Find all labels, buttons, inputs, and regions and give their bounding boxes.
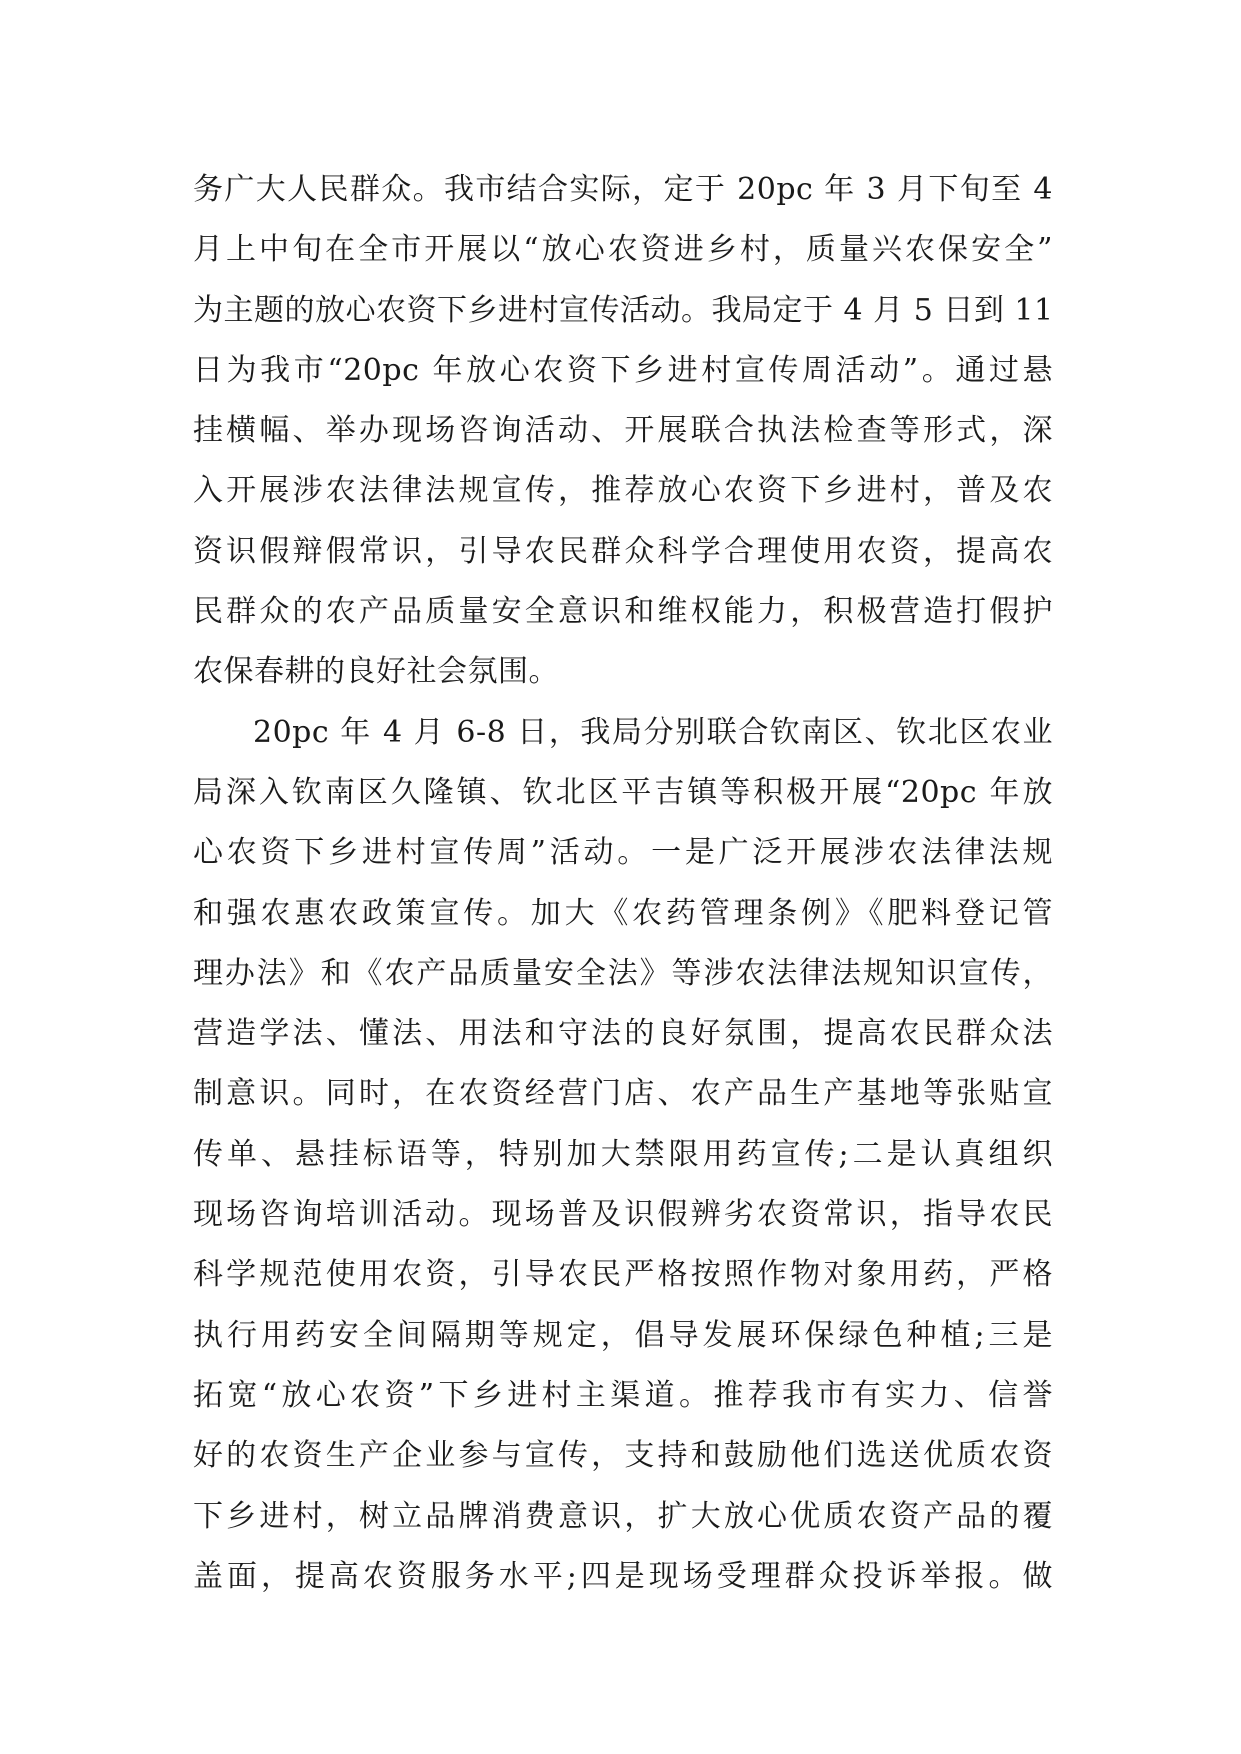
paragraph-line: 理办法》和《农产品质量安全法》等涉农法律法规知识宣传， <box>193 955 1053 991</box>
paragraph-line: 资识假辩假常识，引导农民群众科学合理使用农资，提高农 <box>193 533 1053 569</box>
document-body <box>193 160 1053 1607</box>
paragraph-line: 入开展涉农法律法规宣传，推荐放心农资下乡进村，普及农 <box>193 473 1053 509</box>
paragraph-line: 心农资下乡进村宣传周”活动。一是广泛开展涉农法律法规 <box>193 835 1053 871</box>
paragraph-line: 传单、悬挂标语等，特别加大禁限用药宣传;二是认真组织 <box>193 1136 1053 1172</box>
paragraph-line: 科学规范使用农资，引导农民严格按照作物对象用药，严格 <box>193 1257 1053 1293</box>
paragraph-line: 务广大人民群众。我市结合实际，定于 20pc 年 3 月下旬至 4 <box>193 172 1053 207</box>
paragraph-line: 下乡进村，树立品牌消费意识，扩大放心优质农资产品的覆 <box>193 1498 1053 1534</box>
paragraph-line: 为主题的放心农资下乡进村宣传活动。我局定于 4 月 5 日到 11 <box>193 292 1054 328</box>
paragraph-line: 现场咨询培训活动。现场普及识假辨劣农资常识，指导农民 <box>193 1197 1053 1233</box>
paragraph-line: 挂横幅、举办现场咨询活动、开展联合执法检查等形式，深 <box>193 413 1053 449</box>
paragraph-line: 拓宽“放心农资”下乡进村主渠道。推荐我市有实力、信誉 <box>193 1377 1053 1413</box>
paragraph-line: 农保春耕的良好社会氛围。 <box>193 654 559 690</box>
paragraph-line: 执行用药安全间隔期等规定，倡导发展环保绿色种植;三是 <box>193 1317 1053 1353</box>
paragraph-line: 20pc 年 4 月 6-8 日，我局分别联合钦南区、钦北区农业 <box>253 714 1053 750</box>
paragraph-line: 好的农资生产企业参与宣传，支持和鼓励他们选送优质农资 <box>193 1438 1053 1474</box>
paragraph-line: 月上中旬在全市开展以“放心农资进乡村，质量兴农保安全” <box>193 232 1053 268</box>
paragraph-line: 民群众的农产品质量安全意识和维权能力，积极营造打假护 <box>193 594 1053 630</box>
paragraph-line: 营造学法、懂法、用法和守法的良好氛围，提高农民群众法 <box>193 1016 1053 1052</box>
paragraph-line: 和强农惠农政策宣传。加大《农药管理条例》《肥料登记管 <box>193 895 1053 931</box>
paragraph-line: 日为我市“20pc 年放心农资下乡进村宣传周活动”。通过悬 <box>193 352 1053 388</box>
paragraph-line: 制意识。同时，在农资经营门店、农产品生产基地等张贴宣 <box>193 1076 1053 1112</box>
paragraph-line: 盖面，提高农资服务水平;四是现场受理群众投诉举报。做 <box>193 1558 1053 1594</box>
paragraph-line: 局深入钦南区久隆镇、钦北区平吉镇等积极开展“20pc 年放 <box>193 774 1053 810</box>
paragraph-2 <box>193 703 1053 1607</box>
paragraph-1 <box>193 160 1053 703</box>
